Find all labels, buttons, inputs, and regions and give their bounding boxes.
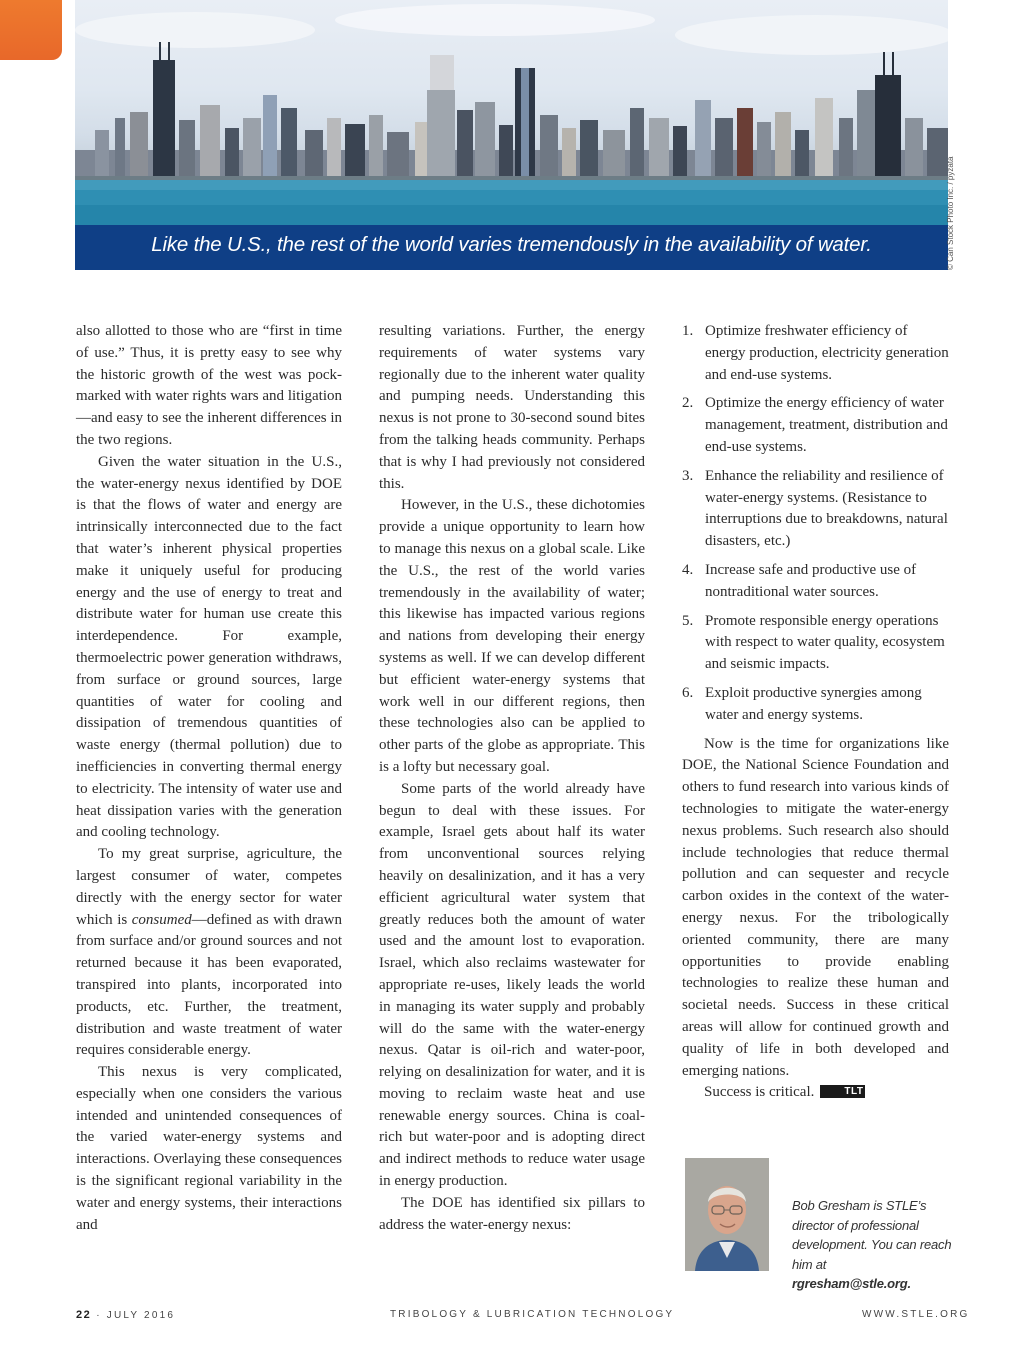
paragraph: Given the water situation in the U.S., the water-energy nexus identified by DOE is that the flows of water and energy are intrinsically interconnected due to the fact that water’s inherent physical properties make it uniquely useful for producing energy and the use of energy to treat and distribute water for human use create this interdependence. For example, thermoelectric power generation withdraws, from surface or ground sources, large quantities of water for cooling and dissipation of tremendous quantities of waste energy (thermal pollution) due to inefficiencies in converting thermal energy to electricity. The intensity of water use and heat dissipation varies with the generation and cooling technology. [76, 453, 342, 841]
author-box [685, 1158, 952, 1291]
list-text: Enhance the reliability and resilience of water-energy systems. (Resistance to interruptions due to breakdowns, natural disasters, etc.) [705, 467, 948, 550]
page-number: 22 [76, 1309, 92, 1321]
list-item [682, 683, 949, 727]
footer-separator: · [96, 1310, 102, 1321]
list-text: Optimize freshwater efficiency of energy production, electricity generation and end-use systems. [705, 323, 949, 383]
list-number: 3. [682, 467, 694, 484]
author-bio [792, 1196, 952, 1294]
website-link[interactable]: WWW.STLE.ORG [862, 1309, 970, 1320]
paragraph: also allotted to those who are “first in time of use.” Thus, it is pretty easy to see why the historic growth of the west was pock-marked with water rights wars and litigation—and easy to see the inherent differences in the two regions. [76, 323, 342, 448]
paragraph: However, in the U.S., these dichotomies provide a unique opportunity to learn how to manage this nexus on a global scale. Like the U.S., the rest of the world varies tremendously in the availability of water; this likewise has impacted various regions and nations from developing their energy systems as well. If we can develop different but efficient water-energy systems that work well in our different regions, then these technologies also can be applied to other parts of the globe as appropriate. This is a lofty but necessary goal. [379, 497, 645, 775]
list-text: Increase safe and productive use of nontraditional water sources. [705, 561, 917, 600]
section-tab [0, 0, 62, 60]
list-number: 4. [682, 561, 694, 578]
emphasis-consumed: consumed [131, 911, 192, 928]
paragraph: This nexus is very complicated, especially when one considers the various intended and unintended consequences of the varied water-energy systems and interactions. Overlaying these consequences is the significant regional variability in the water and energy systems, their interactions and [76, 1064, 342, 1233]
list-number: 5. [682, 612, 694, 629]
list-text: Promote responsible energy operations with respect to water quality, ecosystem and seismic impacts. [705, 612, 945, 673]
list-text: Exploit productive synergies among water and energy systems. [705, 684, 922, 723]
photo-caption: Like the U.S., the rest of the world varies tremendously in the availability of water. [151, 233, 872, 256]
skyline-photo [75, 0, 948, 225]
list-item [682, 393, 949, 458]
list-item [682, 560, 949, 604]
author-photo [685, 1158, 769, 1271]
list-number: 6. [682, 684, 694, 701]
paragraph: Now is the time for organizations like DOE, the National Science Foundation and others to fund research into various kinds of technologies to mitigate the water-energy nexus problems. Such research also should include technologies that reduce thermal pollution and can sequester and recycle carbon oxides in the context of the water-energy nexus. For the tribologically oriented community, there are many opportunities to provide enabling technologies to realize these human and societal needs. Success in these critical areas will allow for continued growth and quality of life in both developed and emerging nations. [682, 735, 949, 1079]
paragraph: Some parts of the world already have begun to deal with these issues. For example, Israel gets about half its water from unconventional sources relying heavily on desalinization, and it has a very efficient agricultural water system that greatly reduces both the amount of water used and the amount lost to evaporation. Israel, which also reclaims wastewater for appropriate re-uses, likely leads the world in managing its water supply and probably will do the same with the water-energy nexus. Qatar is oil-rich and water-poor, relying on desalinization for water, and it is moving to reclaim waste heat and use renewable energy sources. China is coal-rich but water-poor and is adopting direct and indirect methods to reduce water usage in energy production. [379, 780, 645, 1190]
author-bio-text: Bob Gresham is STLE’s director of professional development. You can reach him at [792, 1198, 952, 1272]
list-item [682, 611, 949, 676]
closing-text: Success is critical. [704, 1084, 815, 1101]
photo-credit: © Can Stock Photo Inc. / pyzata [946, 156, 955, 270]
list-number: 1. [682, 323, 694, 339]
photo-caption-bar [75, 225, 948, 270]
closing-paragraph [682, 1082, 949, 1104]
column-2 [379, 321, 645, 1236]
paragraph [76, 844, 342, 1062]
column-1 [76, 321, 342, 1236]
paragraph-text: To my great surprise, agriculture, the largest consumer of water, competes directly with the energy sector for water which is [76, 846, 342, 928]
paragraph: The DOE has identified six pillars to address the water-energy nexus: [379, 1194, 645, 1233]
publication-name: TRIBOLOGY & LUBRICATION TECHNOLOGY [390, 1309, 675, 1320]
list-item [682, 466, 949, 553]
paragraph: resulting variations. Further, the energy requirements of water systems vary regionally due to the inherent water quality and pumping needs. Understanding this nexus is not prone to 30-second sound bites from the talking heads community. Perhaps that is why I had previously not considered this. [379, 323, 645, 492]
list-number: 2. [682, 395, 694, 412]
tlt-end-badge: TLT [820, 1085, 865, 1098]
column-3 [682, 321, 949, 1104]
list-text: Optimize the energy efficiency of water management, treatment, distribution and end-use systems. [705, 395, 948, 455]
footer-left [76, 1309, 175, 1321]
issue-date: JULY 2016 [106, 1310, 176, 1321]
pillars-list [682, 321, 949, 727]
author-email-link[interactable]: rgresham@stle.org. [792, 1276, 911, 1291]
paragraph-text: —defined as with drawn from surface and/or ground sources and not returned because it has been evaporated, transpired into plants, incorporated into products, etc. Further, the treatment, distribution and waste treatment of water requires considerable energy. [76, 911, 342, 1059]
list-item [682, 321, 949, 386]
